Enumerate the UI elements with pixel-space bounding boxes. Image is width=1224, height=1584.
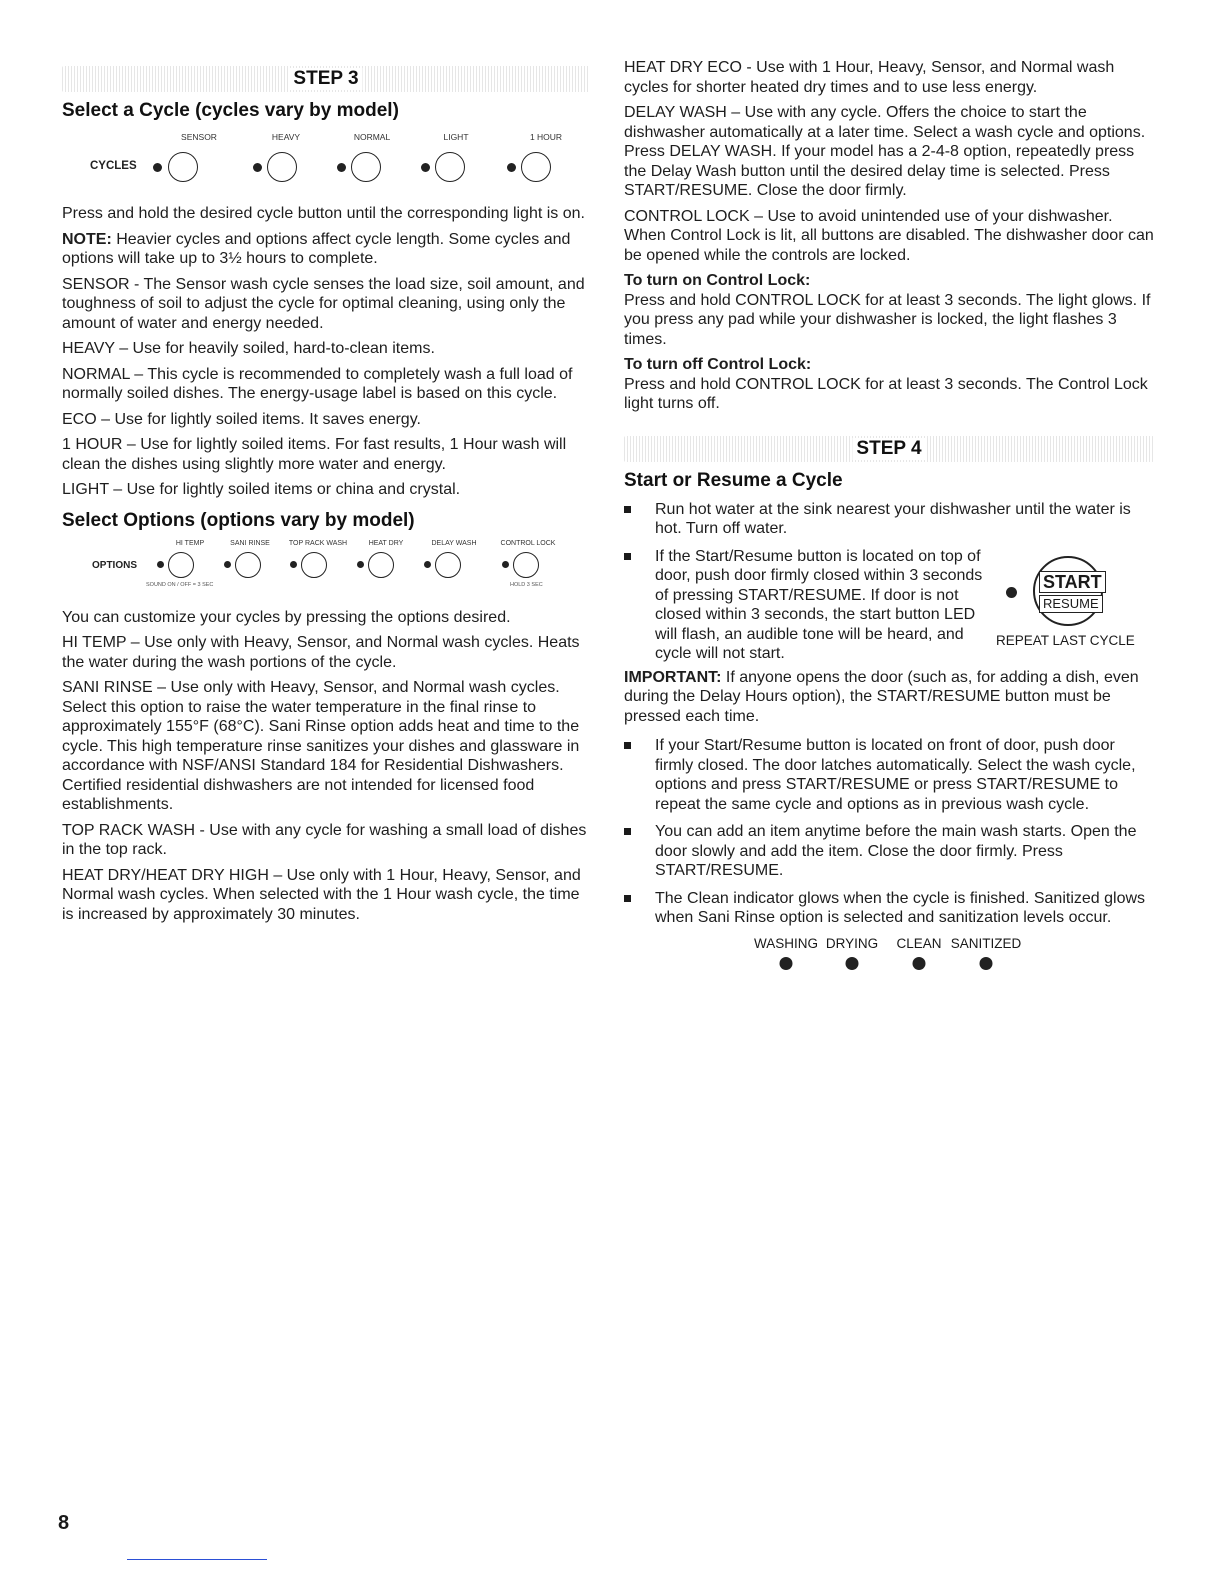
note-paragraph (62, 230, 590, 269)
turn-on-control-lock-heading: To turn on Control Lock: (624, 272, 811, 289)
normal-paragraph: NORMAL – This cycle is recommended to completely wash a full load of normally soiled dishes. The energy-usage label is based on this cycle. (62, 365, 573, 402)
light-paragraph: LIGHT – Use for lightly soiled items or china and crystal. (62, 481, 461, 498)
start-resume-block (624, 547, 1154, 664)
customize-paragraph: You can customize your cycles by pressing the options desired. (62, 608, 511, 626)
options-diagram (62, 540, 590, 600)
heat-dry-indicator-light (357, 561, 364, 568)
option-label-top-rack-wash: TOP RACK WASH (288, 539, 348, 547)
press-hold-paragraph: Press and hold the desired cycle button until the corresponding light is on. (62, 205, 585, 222)
heavy-cycle-button (267, 152, 297, 182)
important-paragraph (624, 668, 1154, 727)
footer-rule (127, 1559, 267, 1560)
status-label-clean: CLEAN (896, 935, 942, 951)
control-lock-indicator-light (502, 561, 509, 568)
left-column (62, 0, 590, 930)
start-bullets-mid (624, 547, 984, 664)
option-label-heat-dry: HEAT DRY (368, 539, 404, 547)
drying-indicator-light (846, 957, 859, 970)
start-label: START (1039, 571, 1106, 593)
cycles-diagram (62, 130, 590, 196)
start-resume-graphic (996, 547, 1146, 657)
washing-indicator-light (780, 957, 793, 970)
sensor-paragraph: SENSOR - The Sensor wash cycle senses the load size, soil amount, and toughness of soil to adjust the cycle for optimal cleaning, using only the amount of water and energy needed. (62, 275, 585, 332)
delay-wash-option-button (435, 552, 461, 578)
sensor-indicator-light (153, 163, 162, 172)
sani-rinse-paragraph: SANI RINSE – Use only with Heavy, Sensor, and Normal wash cycles. Select this option to raise the water temperature in the final rinse to approximately 155°F (68°C). Sani Rinse option adds heat and time to the cycle. This high temperature rinse sanitizes your dishes and glassware in accordance with NSF/ANSI Standard 184 for Residential Dishwashers. Certified residential dishwashers are not intended for licensed food establishments. (62, 679, 580, 813)
select-options-heading: Select Options (options vary by model) (62, 509, 415, 531)
repeat-last-cycle-caption: REPEAT LAST CYCLE (996, 632, 1135, 648)
list-item: If the Start/Resume button is located on top of door, push door firmly closed within 3 seconds of pressing START/RESUME. If door is not closed within 3 seconds, the start button LED will flash, an audible tone will be heard, and cycle will not start. (624, 547, 984, 664)
turn-off-control-lock-heading: To turn off Control Lock: (624, 356, 812, 373)
hi-temp-indicator-light (157, 561, 164, 568)
select-cycle-heading: Select a Cycle (cycles vary by model) (62, 100, 399, 121)
top-rack-wash-option-button (301, 552, 327, 578)
light-indicator-light (421, 163, 430, 172)
hi-temp-option-button (168, 552, 194, 578)
option-label-delay-wash: DELAY WASH (431, 539, 477, 547)
heavy-indicator-light (253, 163, 262, 172)
1-hour-indicator-light (507, 163, 516, 172)
hold-3-sec-note: HOLD 3 SEC (510, 581, 543, 588)
option-label-control-lock: CONTROL LOCK (500, 539, 556, 547)
important-text: If anyone opens the door (such as, for adding a dish, even during the Delay Hours option), the START/RESUME button must be pressed each time. (624, 668, 1139, 725)
eco-paragraph: ECO – Use for lightly soiled items. It saves energy. (62, 410, 421, 428)
note-label: NOTE: (62, 230, 112, 248)
clean-indicator-light (913, 957, 926, 970)
heavy-paragraph: HEAVY – Use for heavily soiled, hard-to-clean items. (62, 340, 435, 357)
status-label-drying: DRYING (825, 935, 879, 951)
heat-dry-option-button (368, 552, 394, 578)
list-item: If your Start/Resume button is located on front of door, push door firmly closed. The door latches automatically. Select the wash cycle, options and press START/RESUME or press START/RESUME to repeat the same cycle and options as in previous wash cycle. (624, 736, 1154, 814)
top-rack-wash-indicator-light (290, 561, 297, 568)
control-lock-option-button (513, 552, 539, 578)
heat-dry-eco-paragraph: HEAT DRY ECO - Use with 1 Hour, Heavy, Sensor, and Normal wash cycles for shorter heated dry times and to use less energy. (624, 59, 1115, 96)
step-3-label: STEP 3 (289, 68, 362, 90)
cycle-label-heavy: HEAVY (271, 132, 301, 142)
status-label-sanitized: SANITIZED (950, 935, 1022, 951)
list-item: Run hot water at the sink nearest your dishwasher until the water is hot. Turn off water. (624, 500, 1154, 539)
status-label-washing: WASHING (754, 935, 818, 951)
start-indicator-light (1006, 587, 1017, 598)
sani-rinse-option-button (235, 552, 261, 578)
list-item: You can add an item anytime before the main wash starts. Open the door slowly and add the item. Close the door firmly. Press START/RESUME. (624, 822, 1154, 881)
1-hour-cycle-button (521, 152, 551, 182)
start-bullets-bottom (624, 736, 1154, 928)
sani-rinse-indicator-light (224, 561, 231, 568)
cycle-label-light: LIGHT (443, 132, 469, 142)
normal-indicator-light (337, 163, 346, 172)
option-label-hi-temp: HI TEMP (175, 539, 205, 547)
turn-on-control-lock-text: Press and hold CONTROL LOCK for at least 3 seconds. The light glows. If you press any pad while your dishwasher is locked, the light flashes 3 times. (624, 291, 1151, 348)
right-column (624, 58, 1154, 976)
start-resume-heading: Start or Resume a Cycle (624, 469, 843, 491)
normal-cycle-button (351, 152, 381, 182)
cycle-label-sensor: SENSOR (181, 132, 217, 142)
delay-wash-paragraph: DELAY WASH – Use with any cycle. Offers the choice to start the dishwasher automatically at a later time. Select a wash cycle and options. Press DELAY WASH. If your model has a 2-4-8 option, repeatedly press the Delay Wash button until the desired delay time is selected. Press START/RESUME. Close the door firmly. (624, 104, 1146, 199)
option-label-sani-rinse: SANI RINSE (230, 539, 270, 547)
delay-wash-indicator-light (424, 561, 431, 568)
sensor-cycle-button (168, 152, 198, 182)
sanitized-indicator-light (980, 957, 993, 970)
note-text: Heavier cycles and options affect cycle length. Some cycles and options will take up to 3½ hours to complete. (62, 230, 571, 267)
heat-dry-paragraph: HEAT DRY/HEAT DRY HIGH – Use only with 1 Hour, Heavy, Sensor, and Normal wash cycles. When selected with the 1 Hour wash cycle, the time is increased by approximately 30 minutes. (62, 866, 581, 923)
page-number: 8 (58, 1512, 70, 1534)
step-4-banner (624, 436, 1154, 462)
options-side-label: OPTIONS (92, 559, 138, 571)
control-lock-paragraph: CONTROL LOCK – Use to avoid unintended use of your dishwasher. When Control Lock is lit, all buttons are disabled. The dishwasher door can be opened while the controls are locked. (624, 207, 1154, 264)
important-label: IMPORTANT: (624, 668, 722, 686)
sound-on-off-note: SOUND ON / OFF = 3 SEC (146, 581, 214, 588)
step-4-label: STEP 4 (852, 438, 925, 460)
1-hour-paragraph: 1 HOUR – Use for lightly soiled items. For fast results, 1 Hour wash will clean the dishes using slightly more water and energy. (62, 436, 567, 473)
cycles-side-label: CYCLES (90, 160, 137, 172)
resume-label: RESUME (1039, 595, 1103, 613)
hi-temp-paragraph: HI TEMP – Use only with Heavy, Sensor, and Normal wash cycles. Heats the water during the wash portions of the cycle. (62, 634, 580, 671)
step-3-banner (62, 66, 590, 92)
status-lights-diagram (624, 936, 1154, 976)
cycle-label-normal: NORMAL (353, 132, 391, 142)
top-rack-wash-paragraph: TOP RACK WASH - Use with any cycle for washing a small load of dishes in the top rack. (62, 821, 587, 858)
start-bullets-top (624, 500, 1154, 539)
list-item: The Clean indicator glows when the cycle is finished. Sanitized glows when Sani Rinse option is selected and sanitization levels occur. (624, 889, 1154, 928)
light-cycle-button (435, 152, 465, 182)
turn-off-control-lock-text: Press and hold CONTROL LOCK for at least 3 seconds. The Control Lock light turns off. (624, 375, 1148, 412)
cycle-label-1-hour: 1 HOUR (529, 132, 563, 142)
